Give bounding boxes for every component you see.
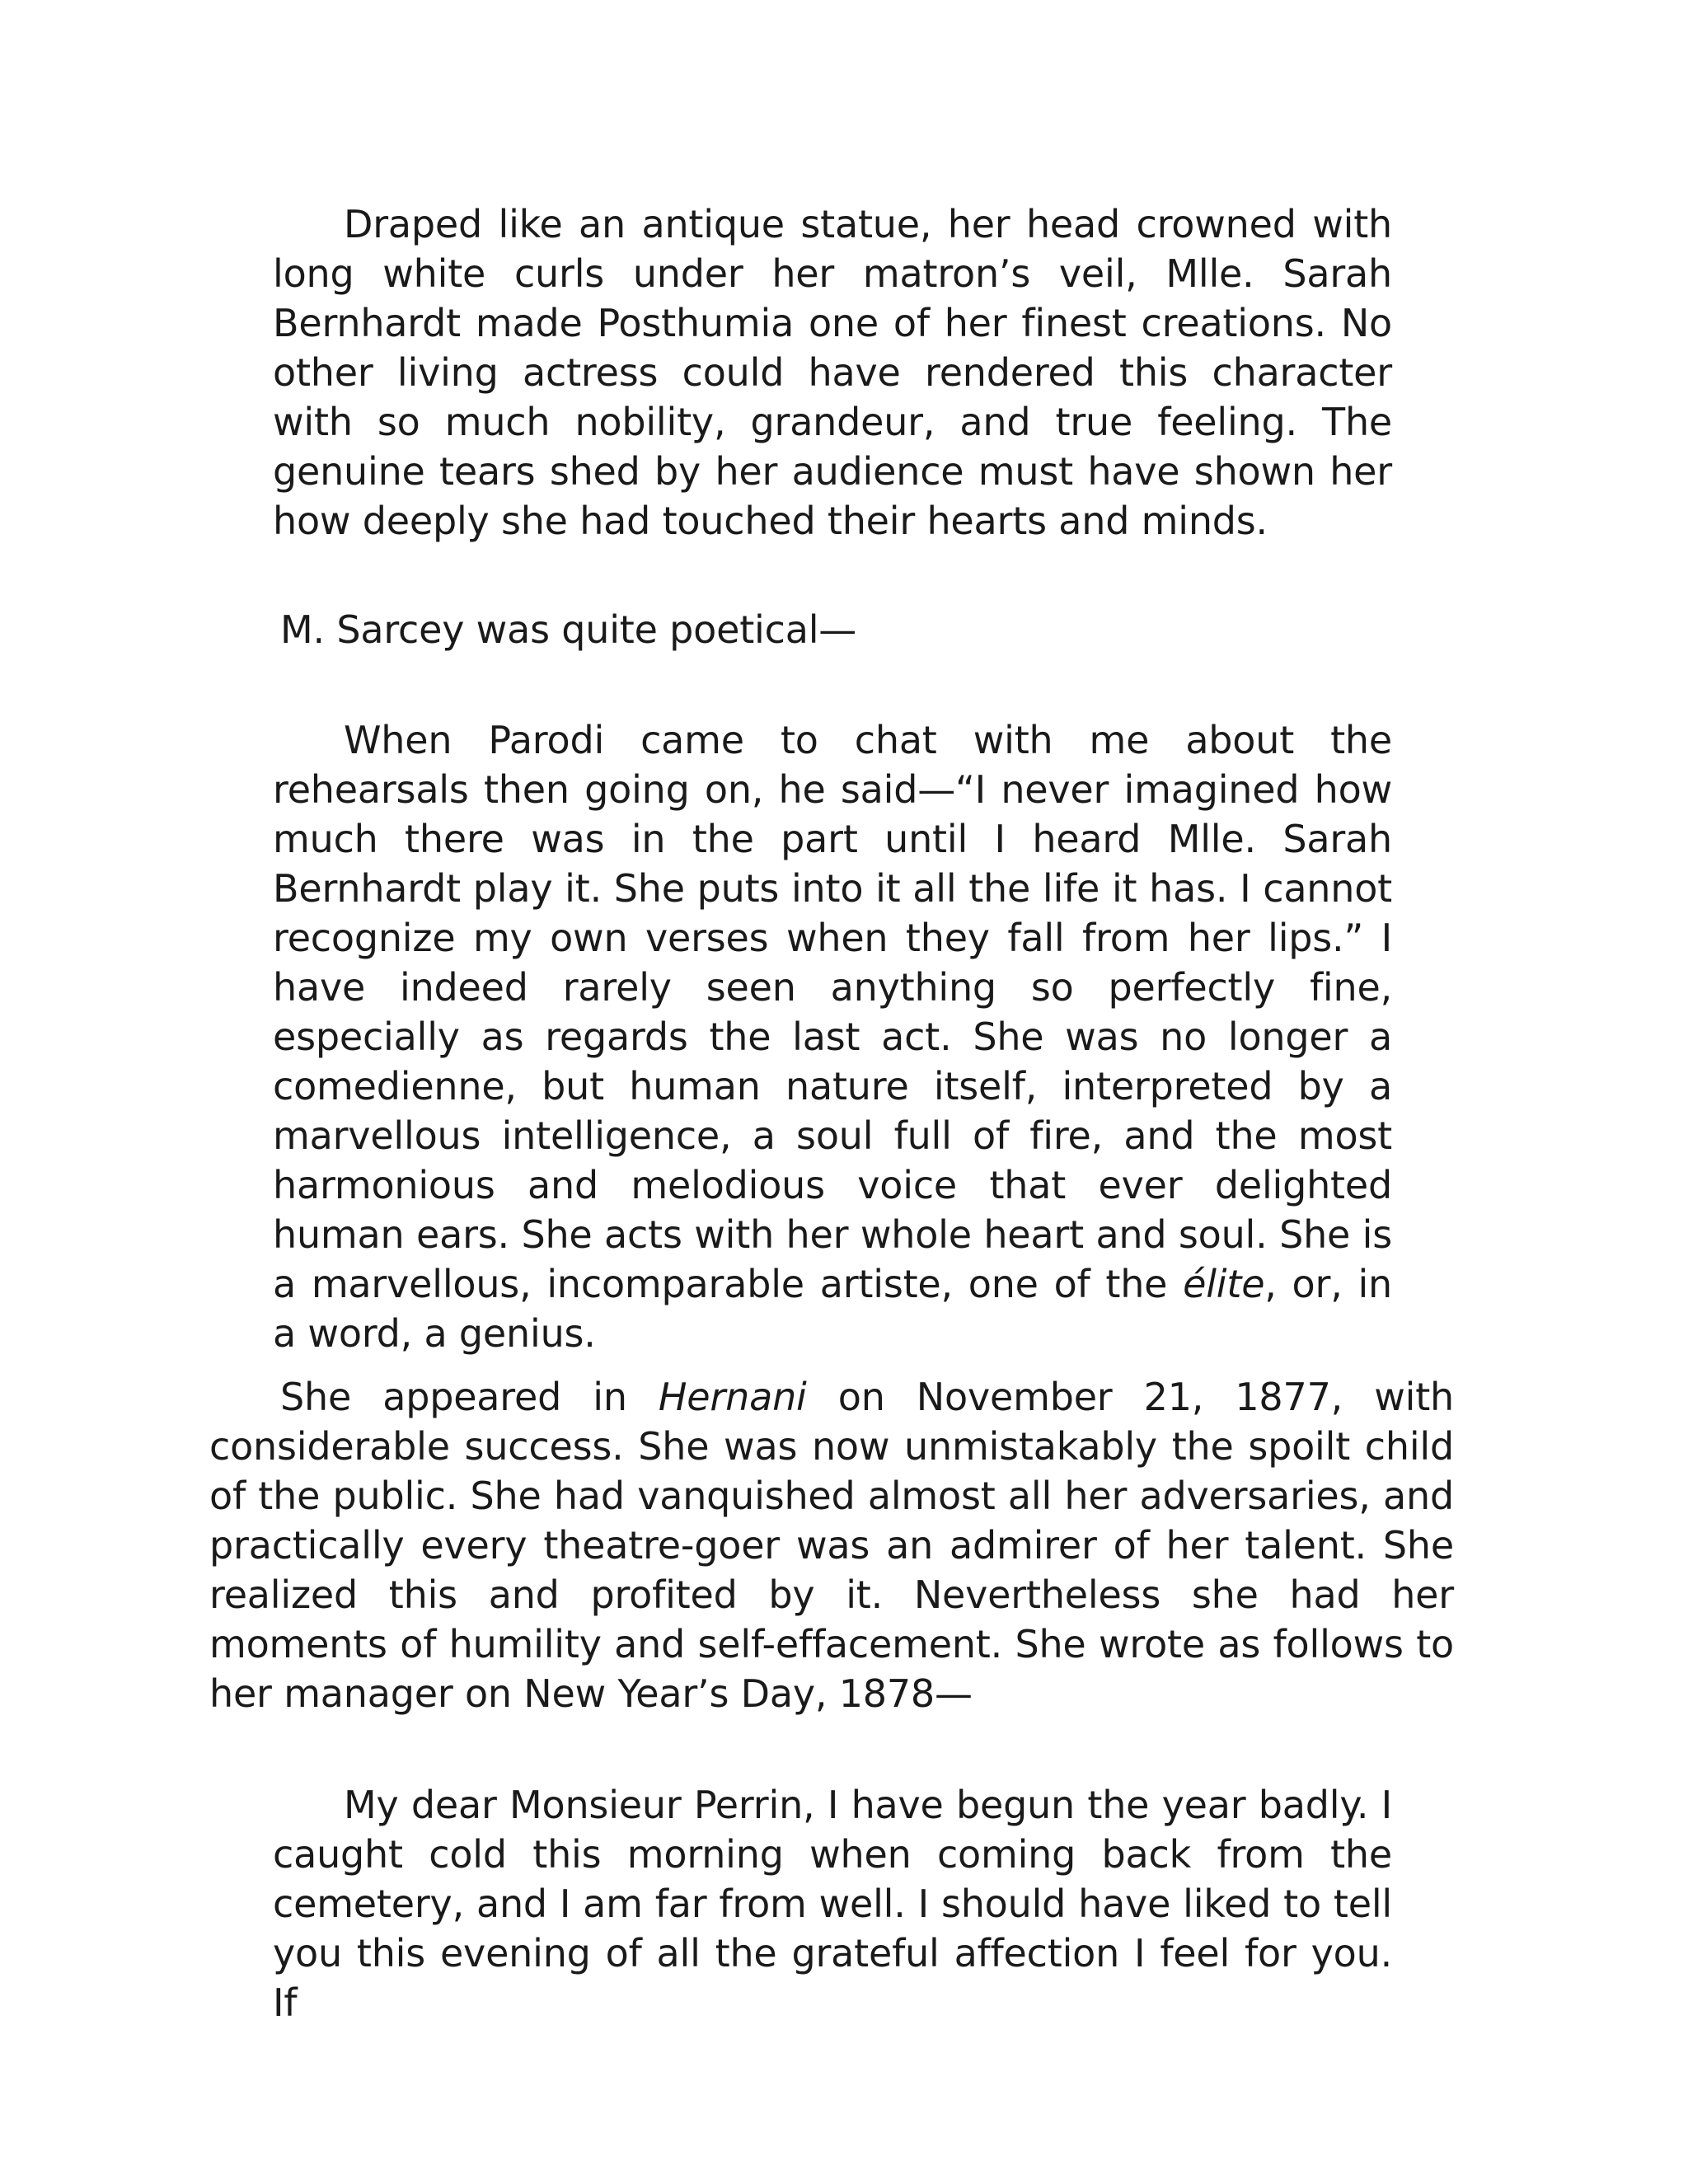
letter-paragraph-perrin <box>273 1780 1392 2027</box>
sarcey-intro-line <box>280 605 1352 654</box>
italic-word-elite: élite <box>1183 1262 1265 1306</box>
quote-paragraph-parodi <box>273 715 1392 1358</box>
letter-text: My dear Monsieur Perrin, I have begun the year badly. I caught cold this morning when coming back from the cemetery, and I am far from well. I should have liked to tell you this evening of all the grateful affection I feel for you. If <box>273 1783 1392 2025</box>
intro-text: M. Sarcey was quite poetical— <box>280 607 857 652</box>
body-text-part-1: She appeared in <box>280 1375 659 1419</box>
quote-text-part-1: When Parodi came to chat with me about the rehearsals then going on, he said—“I never imagined how much there was in the part until I heard Mlle. Sarah Bernhardt play it. She puts into it all the life it has. I cannot recognize my own verses when they fall from her lips.” I have indeed rarely seen anything so perfectly fine, especially as regards the last act. She was no longer a comedienne, but human nature itself, interpreted by a marvellous intelligence, a soul full of fire, and the most harmonious and melodious voice that ever delighted human ears. She acts with her whole heart and soul. She is a marvellous, incomparable artiste, one of the <box>273 718 1392 1306</box>
body-text-part-2: on November 21, 1877, with considerable success. She was now unmistakably the spoilt child of the public. She had vanquished almost all her adversaries, and practically every theatre-goer was an admirer of her talent. She realized this and profited by it. Nevertheless she had her moments of humility and self-effacement. She wrote as follows to her manager on New Year’s Day, 1878— <box>209 1375 1454 1716</box>
body-paragraph-hernani <box>209 1372 1454 1718</box>
italic-title-hernani: Hernani <box>658 1375 807 1419</box>
quote-text: Draped like an antique statue, her head crowned with long white curls under her matron’s veil, Mlle. Sarah Bernhardt made Posthumia one of her finest creations. No other living actress could have rendered this character with so much nobility, grandeur, and true feeling. The genuine tears shed by her audience must have shown her how deeply she had touched their hearts and minds. <box>273 202 1392 543</box>
quote-paragraph-posthumia <box>273 199 1392 546</box>
quote-text-part-2: , or, in a word, a genius. <box>273 1262 1392 1356</box>
